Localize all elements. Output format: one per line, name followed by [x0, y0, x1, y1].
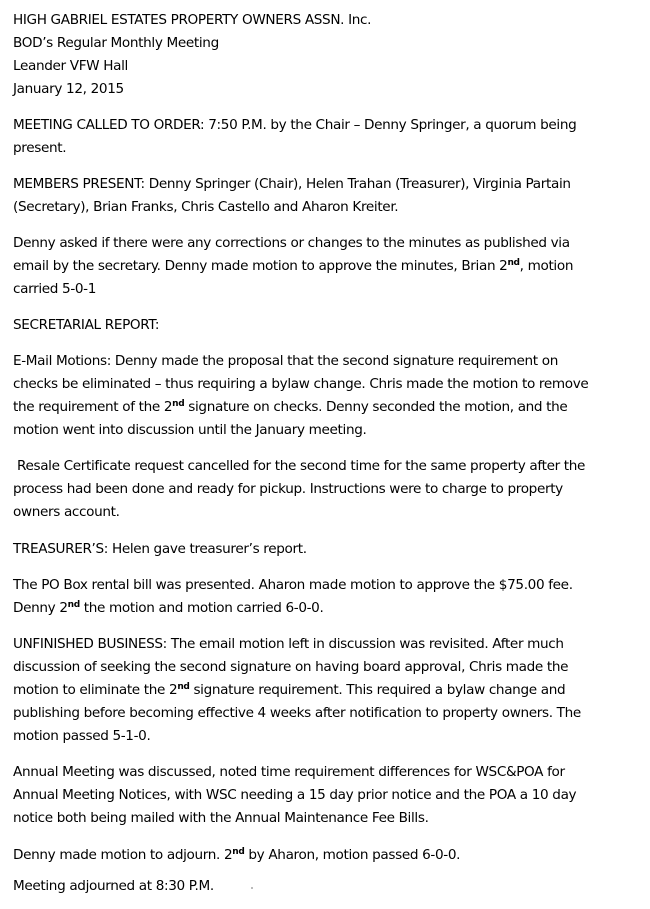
call-to-order-line-2: present. — [13, 140, 67, 156]
adjourned-paragraph: Meeting adjourned at 8:30 P.M. — [13, 878, 214, 894]
call-to-order-paragraph — [13, 114, 576, 160]
annual-line-1: Annual Meeting was discussed, noted time requirement differences for WSC&POA for — [13, 764, 565, 780]
minutes-line-3: carried 5-0-1 — [13, 281, 97, 297]
annual-line-3: notice both being mailed with the Annual Maintenance Fee Bills. — [13, 810, 429, 826]
secretarial-heading: SECRETARIAL REPORT: — [13, 317, 160, 333]
po-box-paragraph — [13, 574, 573, 620]
minutes-line-2: email by the secretary. Denny made motion to approve the minutes, Brian 2nd, motion — [13, 258, 574, 274]
call-to-order-line-1: MEETING CALLED TO ORDER: 7:50 P.M. by the Chair – Denny Springer, a quorum being — [13, 117, 577, 133]
email-line-4: motion went into discussion until the January meeting. — [13, 422, 367, 438]
unfinished-line-4: publishing before becoming effective 4 weeks after notification to property owners. The — [13, 705, 581, 721]
unfinished-line-3: motion to eliminate the 2nd signature requirement. This required a bylaw change and — [13, 682, 566, 698]
unfinished-line-5: motion passed 5-1-0. — [13, 728, 151, 744]
unfinished-business-paragraph — [13, 633, 581, 748]
meeting-title: BOD’s Regular Monthly Meeting — [13, 35, 219, 51]
po-box-line-1: The PO Box rental bill was presented. Aharon made motion to approve the $75.00 fee. — [13, 577, 573, 593]
unfinished-line-2: discussion of seeking the second signature on having board approval, Chris made the — [13, 659, 569, 675]
unfinished-line-1: UNFINISHED BUSINESS: The email motion left in discussion was revisited. After much — [13, 636, 564, 652]
adjourn-motion-paragraph: Denny made motion to adjourn. 2nd by Aharon, motion passed 6-0-0. — [13, 847, 461, 863]
email-line-2: checks be eliminated – thus requiring a bylaw change. Chris made the motion to remove — [13, 376, 589, 392]
meeting-date: January 12, 2015 — [13, 81, 124, 97]
po-box-line-2: Denny 2nd the motion and motion carried 6-0-0. — [13, 600, 324, 616]
stray-dot — [251, 887, 253, 889]
meeting-location: Leander VFW Hall — [13, 58, 128, 74]
annual-line-2: Annual Meeting Notices, with WSC needing a 15 day prior notice and the POA a 10 day — [13, 787, 577, 803]
members-line-2: (Secretary), Brian Franks, Chris Castello and Aharon Kreiter. — [13, 199, 399, 215]
minutes-line-1: Denny asked if there were any corrections or changes to the minutes as published via — [13, 235, 570, 251]
resale-line-2: process had been done and ready for pickup. Instructions were to charge to property — [13, 481, 563, 497]
email-line-1: E-Mail Motions: Denny made the proposal that the second signature requirement on — [13, 353, 558, 369]
annual-meeting-paragraph — [13, 761, 576, 830]
members-line-1: MEMBERS PRESENT: Denny Springer (Chair), Helen Trahan (Treasurer), Virginia Partain — [13, 176, 571, 192]
resale-line-1: Resale Certificate request cancelled for the second time for the same property after the — [13, 458, 586, 474]
resale-paragraph — [13, 455, 585, 524]
resale-line-3: owners account. — [13, 504, 120, 520]
email-line-3: the requirement of the 2nd signature on checks. Denny seconded the motion, and the — [13, 399, 568, 415]
document-header — [13, 9, 371, 101]
treasurer-paragraph: TREASURER’S: Helen gave treasurer’s report. — [13, 541, 307, 557]
members-present-paragraph — [13, 173, 571, 219]
org-name: HIGH GABRIEL ESTATES PROPERTY OWNERS ASSN. Inc. — [13, 12, 372, 28]
email-motions-paragraph — [13, 350, 588, 442]
minutes-approval-paragraph — [13, 232, 573, 301]
